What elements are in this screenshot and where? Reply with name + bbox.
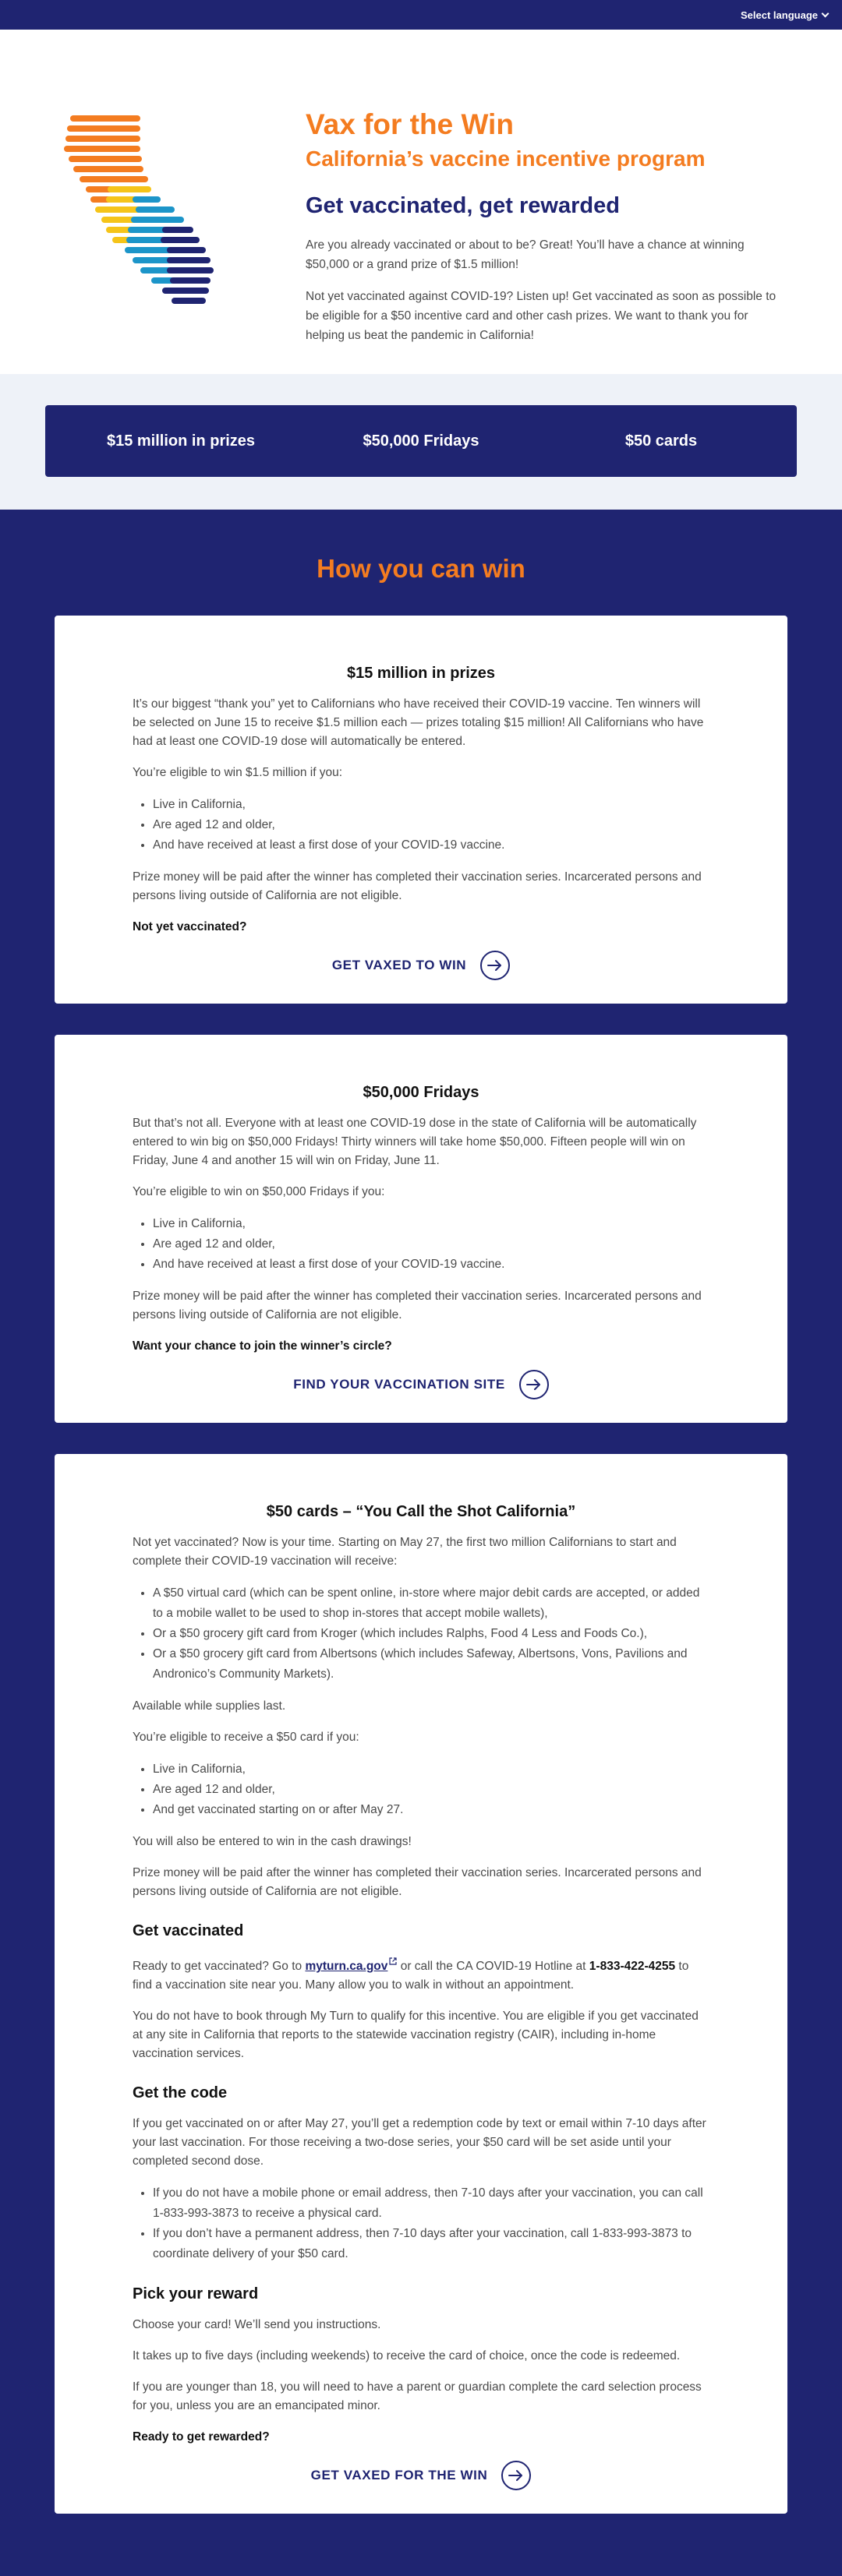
find-vaccination-site-button[interactable] [133, 1370, 709, 1399]
card-note: Prize money will be paid after the winner has completed their vaccination series. Incarcerated persons and persons living outside of California are not eligible. [133, 870, 702, 902]
list-item: • Live in California, [153, 795, 709, 815]
pick-reward-paragraph: It takes up to five days (including weekends) to receive the card of choice, once the code is redeemed. [133, 2349, 681, 2363]
list-item: • Are aged 12 and older, [153, 1234, 709, 1254]
cta-label: GET VAXED TO WIN [331, 958, 467, 972]
link-text: myturn.ca.gov [305, 1960, 388, 1974]
how-title: How you can win [317, 554, 525, 583]
list-item: • Live in California, [153, 1214, 709, 1234]
list-item: • Or a $50 grocery gift card from Kroger (which includes Ralphs, Food 4 Less and Foods Co.), [153, 1624, 709, 1644]
text-segment: to find a vaccination site near you. Many allow you to walk in without an appointment. [133, 1960, 689, 1992]
card-note: Prize money will be paid after the winner has completed their vaccination series. Incarcerated persons and persons living outside of California are not eligible. [133, 1290, 702, 1322]
highlight-fridays: $50,000 Fridays [363, 432, 479, 450]
get-code-list [153, 2183, 709, 2264]
eligibility-list [153, 1214, 709, 1275]
list-item: • Or a $50 grocery gift card from Albertsons (which includes Safeway, Albertsons, Vons, Pavilions and Andronico’s Community Markets). [153, 1644, 709, 1685]
highlights-bar [45, 405, 797, 477]
pick-reward-heading: Pick your reward [133, 2285, 259, 2303]
get-vaxed-to-win-button[interactable] [133, 951, 709, 980]
card-intro: It’s our biggest “thank you” yet to Californians who have received their COVID-19 vaccine. Ten winners will be selected on June 15 to receive $1.5 million each — prizes totaling $15 million! All Californians who have had at least one COVID-19 dose will automatically be entered. [133, 697, 704, 748]
text-segment: or call the CA COVID-19 Hotline at [397, 1960, 589, 1974]
list-item: • And have received at least a first dose of your COVID-19 vaccine. [153, 835, 709, 856]
hero-paragraph: Not yet vaccinated against COVID-19? Listen up! Get vaccinated as soon as possible to be eligible for a $50 incentive card and other cash prizes. We want to thank you for helping us beat the pandemic in California! [306, 290, 777, 342]
cta-label: GET VAXED FOR THE WIN [310, 2468, 488, 2483]
card-prompt: Want your chance to join the winner’s circle? [133, 1339, 392, 1353]
external-link-icon [389, 1953, 397, 1971]
card-prompt: Not yet vaccinated? [133, 920, 247, 933]
highlights-section [0, 374, 842, 510]
highlight-cards: $50 cards [624, 432, 698, 450]
how-section [0, 510, 842, 2576]
list-item: • Are aged 12 and older, [153, 1780, 709, 1800]
drawings-text: You will also be entered to win in the cash drawings! [133, 1835, 412, 1848]
cta-label: FIND YOUR VACCINATION SITE [293, 1377, 505, 1392]
eligibility-list [153, 1759, 709, 1820]
hero-section [0, 30, 842, 374]
pick-reward-paragraph: Choose your card! We’ll send you instructions. [133, 2318, 381, 2332]
california-stripes-logo [62, 111, 249, 314]
arrow-right-circle-icon [519, 1370, 549, 1399]
hero-text [306, 108, 781, 345]
eligibility-text: You’re eligible to win $1.5 million if you: [133, 766, 343, 779]
page-subtitle: California’s vaccine incentive program [306, 146, 706, 171]
language-select-label: Select language [741, 9, 818, 21]
list-item: • And get vaccinated starting on or after May 27. [153, 1800, 709, 1820]
eligibility-text: You’re eligible to receive a $50 card if you: [133, 1731, 359, 1744]
hero-paragraph: Are you already vaccinated or about to be? Great! You’ll have a chance at winning $50,000 or a grand prize of $1.5 million! [306, 238, 745, 271]
get-vaccinated-heading: Get vaccinated [133, 1922, 244, 1939]
card-intro: Not yet vaccinated? Now is your time. Starting on May 27, the first two million Californians to start and complete their COVID-19 vaccination will receive: [133, 1536, 677, 1568]
highlight-prizes: $15 million in prizes [106, 432, 256, 450]
fridays-card [55, 1035, 787, 1423]
pick-reward-paragraph: If you are younger than 18, you will need to have a parent or guardian complete the card selection process for you, unless you are an emancipated minor. [133, 2380, 702, 2413]
arrow-right-circle-icon [501, 2461, 531, 2490]
language-select[interactable] [741, 9, 828, 21]
card-title: $15 million in prizes [346, 665, 496, 682]
get-code-heading: Get the code [133, 2084, 228, 2102]
page-title: Vax for the Win [306, 108, 514, 140]
chevron-down-icon [822, 9, 830, 17]
top-bar [0, 0, 842, 30]
get-vaccinated-paragraph: You do not have to book through My Turn to qualify for this incentive. You are eligible if you get vaccinated at any site in California that reports to the statewide vaccination registry (CAIR), including in-home vaccination services. [133, 2010, 699, 2061]
list-item: • If you do not have a mobile phone or email address, then 7-10 days after your vaccination, you can call 1-833-993-3873 to receive a physical card. [153, 2183, 709, 2224]
list-item: • If you don’t have a permanent address, then 7-10 days after your vaccination, call 1-833-993-3873 to coordinate delivery of your $50 card. [153, 2224, 709, 2264]
get-code-paragraph: If you get vaccinated on or after May 27, you’ll get a redemption code by text or email within 7-10 days after your last vaccination. For those receiving a two-dose series, your $50 card will be set aside until your completed second dose. [133, 2117, 706, 2168]
list-item: • A $50 virtual card (which can be spent online, in-store where major debit cards are accepted, or added to a mobile wallet to be used to shop in-stores that accept mobile wallets), [153, 1583, 709, 1624]
hotline-number: 1-833-422-4255 [589, 1960, 676, 1974]
eligibility-list [153, 795, 709, 856]
prizes-card [55, 616, 787, 1004]
list-item: • Live in California, [153, 1759, 709, 1780]
get-vaccinated-paragraph [133, 1953, 709, 1995]
hero-heading: Get vaccinated, get rewarded [306, 193, 620, 218]
list-item: • Are aged 12 and older, [153, 815, 709, 835]
eligibility-text: You’re eligible to win on $50,000 Fridays if you: [133, 1185, 385, 1198]
supplies-text: Available while supplies last. [133, 1699, 286, 1713]
card-prompt: Ready to get rewarded? [133, 2430, 270, 2444]
get-vaxed-for-the-win-button[interactable] [133, 2461, 709, 2490]
card-title: $50,000 Fridays [363, 1084, 479, 1101]
list-item: • And have received at least a first dose of your COVID-19 vaccine. [153, 1254, 709, 1275]
card-note: Prize money will be paid after the winner has completed their vaccination series. Incarcerated persons and persons living outside of California are not eligible. [133, 1866, 702, 1898]
cards-card [55, 1454, 787, 2514]
arrow-right-circle-icon [480, 951, 510, 980]
text-segment: Ready to get vaccinated? Go to [133, 1960, 306, 1974]
card-title: $50 cards – “You Call the Shot California” [266, 1503, 576, 1520]
myturn-link[interactable] [305, 1960, 397, 1973]
card-intro: But that’s not all. Everyone with at least one COVID-19 dose in the state of California will be automatically entered to win big on $50,000 Fridays! Thirty winners will take home $50,000. Fifteen people will win on Friday, June 4 and another 15 will win on Friday, June 11. [133, 1117, 697, 1167]
rewards-list [153, 1583, 709, 1685]
